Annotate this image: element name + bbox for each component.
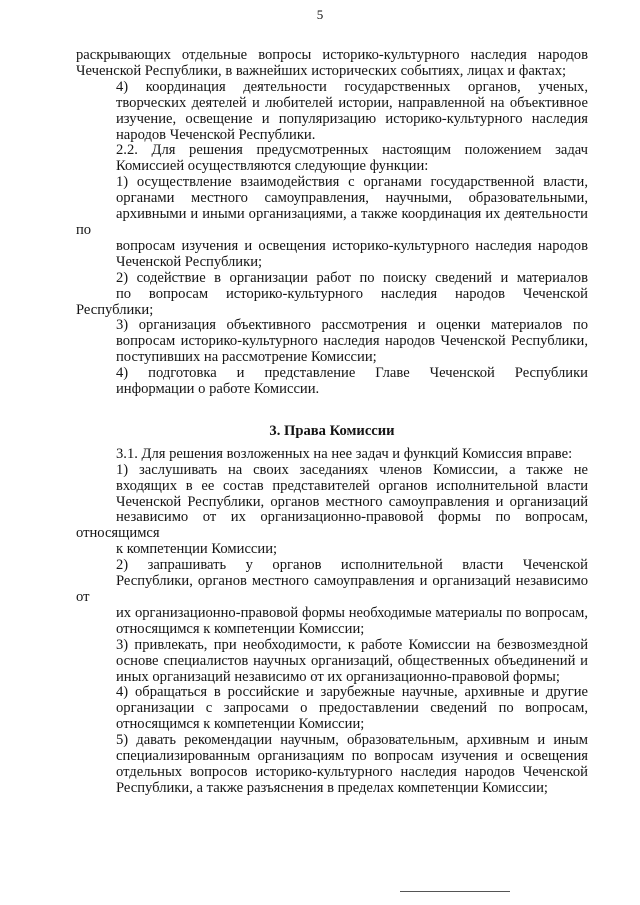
footer-rule — [400, 891, 510, 892]
text-line: Чеченской Республики; — [116, 253, 263, 270]
text-line: основе специалистов научных организаций, общественных объединений и — [116, 652, 588, 669]
text-line: архивными и иными организациями, а также координация их деятельности по — [76, 206, 588, 238]
text-line: раскрывающих отдельные вопросы историко-культурного наследия народов — [76, 47, 588, 63]
paragraph — [76, 463, 588, 558]
text-line: 3) организация объективного рассмотрения и оценки материалов по — [116, 317, 588, 334]
text-line: входящих в ее состав представителей органов исполнительной власти — [116, 477, 588, 494]
paragraph — [76, 447, 588, 463]
paragraph — [76, 685, 588, 733]
text-line: 4) обращаться в российские и зарубежные научные, архивные и другие — [116, 684, 588, 701]
text-line: 1) заслушивать на своих заседаниях членов Комиссии, а также не — [116, 461, 588, 478]
text-line: 5) давать рекомендации научным, образовательным, архивным и иным — [116, 732, 588, 749]
text-line: их организационно-правовой формы необходимые материалы по вопросам, — [116, 604, 588, 621]
section-heading: 3. Права Комиссии — [269, 422, 395, 439]
text-line: специализированным организациям по вопросам изучения и освещения — [116, 748, 588, 765]
paragraph — [76, 558, 588, 638]
text-line: изучение, освещение и популяризацию историко-культурного наследия — [116, 110, 588, 127]
text-line: вопросам историко-культурного наследия народов Чеченской Республики, — [116, 333, 588, 350]
text-line: творческих деятелей и любителей истории, направленной на объективное — [116, 94, 588, 111]
document-body — [76, 48, 588, 797]
text-line: 4) координация деятельности государственных органов, ученых, — [116, 78, 588, 95]
text-line: относящимся к компетенции Комиссии; — [116, 620, 365, 637]
text-line: 3.1. Для решения возложенных на нее задач и функций Комиссия вправе: — [116, 445, 573, 462]
text-line: информации о работе Комиссии. — [116, 381, 320, 398]
text-line: по вопросам историко-культурного наследия народов Чеченской Республики; — [76, 285, 588, 318]
text-line: Республики, а также разъяснения в пределах компетенции Комиссии; — [116, 779, 548, 796]
paragraph — [76, 143, 588, 175]
text-line: 2) запрашивать у органов исполнительной власти Чеченской — [116, 557, 588, 574]
paragraph — [76, 48, 588, 80]
section-2-continuation — [76, 48, 588, 398]
text-line: Чеченской Республики, органов местного самоуправления и организаций — [116, 493, 588, 510]
paragraph — [76, 271, 588, 319]
paragraph — [76, 175, 588, 270]
text-line: народов Чеченской Республики. — [116, 126, 316, 143]
text-line: 3) привлекать, при необходимости, к работе Комиссии на безвозмездной — [116, 636, 588, 653]
section-3-body — [76, 447, 588, 797]
text-line: организации с запросами о предоставлении сведений по вопросам, — [116, 700, 588, 717]
text-line: к компетенции Комиссии; — [116, 541, 278, 558]
paragraph — [76, 318, 588, 366]
text-line: вопросам изучения и освещения историко-культурного наследия народов — [116, 237, 588, 254]
paragraph — [76, 638, 588, 686]
text-line: Чеченской Республики, в важнейших исторических событиях, лицах и фактах; — [76, 62, 567, 79]
paragraph — [76, 733, 588, 797]
text-line: Республики, органов местного самоуправления и организаций независимо от — [76, 573, 588, 605]
text-line: поступивших на рассмотрение Комиссии; — [116, 349, 377, 366]
page-number: 5 — [316, 7, 324, 22]
text-line: 2.2. Для решения предусмотренных настоящим положением задач — [116, 142, 588, 159]
text-line: Комиссией осуществляются следующие функции: — [116, 158, 429, 175]
text-line: отдельных вопросов историко-культурного наследия народов Чеченской — [116, 763, 588, 780]
text-line: 1) осуществление взаимодействия с органами государственной власти, — [116, 174, 588, 191]
text-line: иных организаций независимо от их организационно-правовой формы; — [116, 668, 560, 685]
paragraph — [76, 80, 588, 144]
text-line: независимо от их организационно-правовой формы по вопросам, относящимся — [76, 509, 588, 542]
paragraph — [76, 366, 588, 398]
text-line: относящимся к компетенции Комиссии; — [116, 716, 365, 733]
text-line: органами местного самоуправления, научными, образовательными, — [116, 190, 588, 207]
text-line: 2) содействие в организации работ по поиску сведений и материалов — [116, 269, 588, 286]
text-line: 4) подготовка и представление Главе Чеченской Республики — [116, 365, 588, 382]
